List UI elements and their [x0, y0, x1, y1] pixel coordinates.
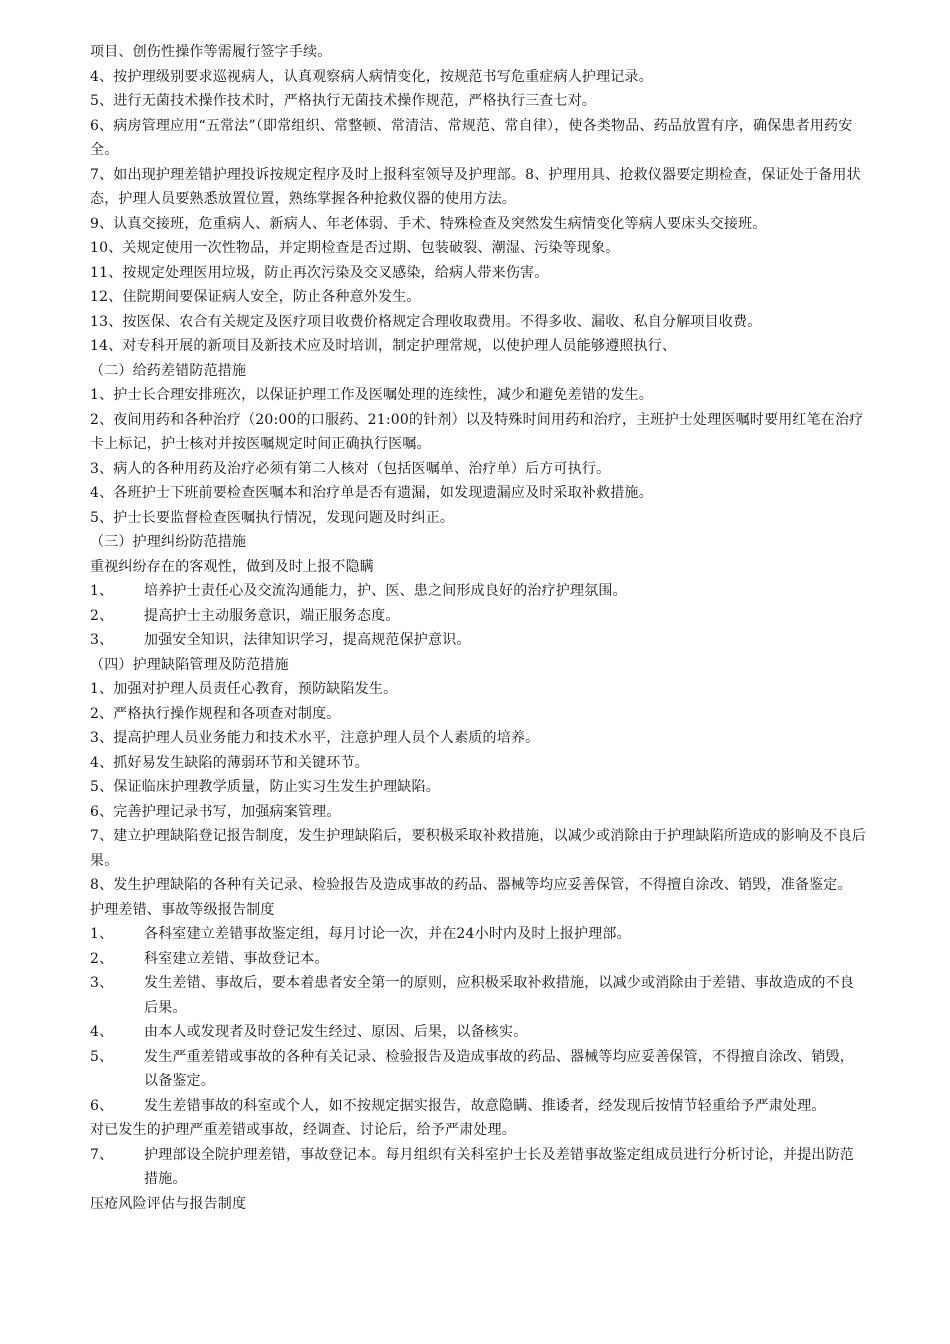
item-text: 加强安全知识，法律知识学习，提高规范保护意识。	[144, 632, 471, 648]
paragraph: （三）护理纠纷防范措施	[90, 534, 247, 550]
paragraph: 压疮风险评估与报告制度	[90, 1195, 247, 1212]
paragraph: 6、病房管理应用“五常法”（即常组织、常整顿、常清洁、常规范、常自律），使各类物品、药品放置有序，确保患者用药安全。	[90, 117, 853, 158]
paragraph: （四）护理缺陷管理及防范措施	[90, 656, 289, 673]
paragraph: 2、夜间用药和各种治疗（20:00的口服药、21:00的针剂）以及特殊时间用药和治疗，主班护士处理医嘱时要用红笔在治疗卡上标记，护士核对并按医嘱规定时间正确执行医嘱。	[90, 411, 864, 452]
numbered-item	[90, 628, 868, 653]
paragraph: 12、住院期间要保证病人安全，防止各种意外发生。	[90, 289, 421, 305]
item-number: 6、	[90, 1097, 114, 1114]
paragraph: 4、按护理级别要求巡视病人，认真观察病人病情变化，按规范书写危重症病人护理记录。	[90, 68, 653, 85]
paragraph: 6、完善护理记录书写，加强病案管理。	[90, 803, 341, 820]
item-number: 7、	[90, 1146, 114, 1163]
item-text: 护理部设全院护理差错，事故登记本。每月组织有关科室护士长及差错事故鉴定组成员进行分析讨论，并提出防范措施。	[144, 1146, 854, 1187]
paragraph: 8、发生护理缺陷的各种有关记录、检验报告及造成事故的药品、器械等均应妥善保管，不得擅自涂改、销毁，准备鉴定。	[90, 877, 852, 893]
item-number: 3、	[90, 632, 114, 648]
item-text: 由本人或发现者及时登记发生经过、原因、后果，以备核实。	[144, 1024, 528, 1040]
item-text: 培养护士责任心及交流沟通能力，护、医、患之间形成良好的治疗护理氛围。	[144, 583, 627, 599]
numbered-item	[90, 971, 868, 1020]
numbered-item	[90, 1045, 868, 1094]
paragraph: 11、按规定处理医用垃圾，防止再次污染及交叉感染，给病人带来伤害。	[90, 264, 549, 281]
paragraph: 9、认真交接班，危重病人、新病人、年老体弱、手术、特殊检查及突然发生病情变化等病人要床头交接班。	[90, 215, 767, 232]
item-text: 发生差错、事故后，要本着患者安全第一的原则，应积极采取补救措施，以减少或消除由于差错、事故造成的不良后果。	[144, 975, 854, 1016]
item-number: 5、	[90, 1048, 114, 1065]
item-text: 科室建立差错、事故登记本。	[144, 950, 329, 967]
paragraph: 4、各班护士下班前要检查医嘱本和治疗单是否有遗漏，如发现遗漏应及时采取补救措施。	[90, 485, 653, 501]
numbered-item	[90, 1143, 868, 1192]
paragraph: 14、对专科开展的新项目及新技术应及时培训，制定护理常规，以使护理人员能够遵照执行、	[90, 338, 677, 354]
paragraph: 5、进行无菌技术操作技术时，严格执行无菌技术操作规范，严格执行三查七对。	[90, 93, 597, 109]
item-text: 各科室建立差错事故鉴定组，每月讨论一次，并在24小时内及时上报护理部。	[144, 926, 631, 942]
paragraph: 13、按医保、农合有关规定及医疗项目收费价格规定合理收取费用。不得多收、漏收、私自分解项目收费。	[90, 313, 762, 330]
paragraph: 7、建立护理缺陷登记报告制度，发生护理缺陷后，要积极采取补救措施，以减少或消除由于护理缺陷所造成的影响及不良后果。	[90, 828, 866, 869]
item-text: 提高护士主动服务意识，端正服务态度。	[144, 607, 400, 624]
numbered-item	[90, 604, 868, 629]
numbered-item	[90, 922, 868, 947]
paragraph: 重视纠纷存在的客观性，做到及时上报不隐瞒	[90, 558, 374, 575]
item-number: 4、	[90, 1024, 114, 1040]
item-number: 2、	[90, 607, 114, 624]
paragraph: 3、提高护理人员业务能力和技术水平，注意护理人员个人素质的培养。	[90, 730, 540, 746]
paragraph: 3、病人的各种用药及治疗必须有第二人核对（包括医嘱单、治疗单）后方可执行。	[90, 460, 611, 477]
item-number: 2、	[90, 950, 114, 967]
item-text: 发生严重差错或事故的各种有关记录、检验报告及造成事故的药品、器械等均应妥善保管，不得擅自涂改、销毁，以备鉴定。	[144, 1048, 854, 1089]
paragraph: 1、护士长合理安排班次，以保证护理工作及医嘱处理的连续性，减少和避免差错的发生。	[90, 387, 653, 403]
numbered-item	[90, 579, 868, 604]
item-number: 1、	[90, 583, 114, 599]
document-body	[90, 40, 868, 1216]
paragraph: 项目、创伤性操作等需履行签字手续。	[90, 44, 332, 60]
paragraph: 5、保证临床护理教学质量，防止实习生发生护理缺陷。	[90, 779, 440, 795]
paragraph: 对已发生的护理严重差错或事故，经调查、讨论后，给予严肃处理。	[90, 1122, 516, 1138]
paragraph: 5、护士长要监督检查医嘱执行情况，发现问题及时纠正。	[90, 509, 455, 526]
paragraph: 4、抓好易发生缺陷的薄弱环节和关键环节。	[90, 754, 369, 771]
paragraph: 1、加强对护理人员责任心教育，预防缺陷发生。	[90, 681, 398, 697]
numbered-item	[90, 947, 868, 972]
paragraph: 2、严格执行操作规程和各项查对制度。	[90, 705, 341, 722]
paragraph: 10、关规定使用一次性物品，并定期检查是否过期、包装破裂、潮湿、污染等现象。	[90, 240, 620, 256]
paragraph: （二）给药差错防范措施	[90, 362, 247, 379]
paragraph: 护理差错、事故等级报告制度	[90, 901, 275, 918]
item-text: 发生差错事故的科室或个人，如不按规定据实报告，故意隐瞒、推诿者，经发现后按情节轻重给予严肃处理。	[144, 1097, 826, 1114]
item-number: 1、	[90, 926, 114, 942]
item-number: 3、	[90, 975, 114, 991]
paragraph: 7、如出现护理差错护理投诉按规定程序及时上报科室领导及护理部。8、护理用具、抢救仪器要定期检查，保证处于备用状态，护理人员要熟悉放置位置，熟练掌握各种抢救仪器的使用方法。	[90, 166, 861, 207]
numbered-item	[90, 1020, 868, 1045]
numbered-item	[90, 1094, 868, 1119]
